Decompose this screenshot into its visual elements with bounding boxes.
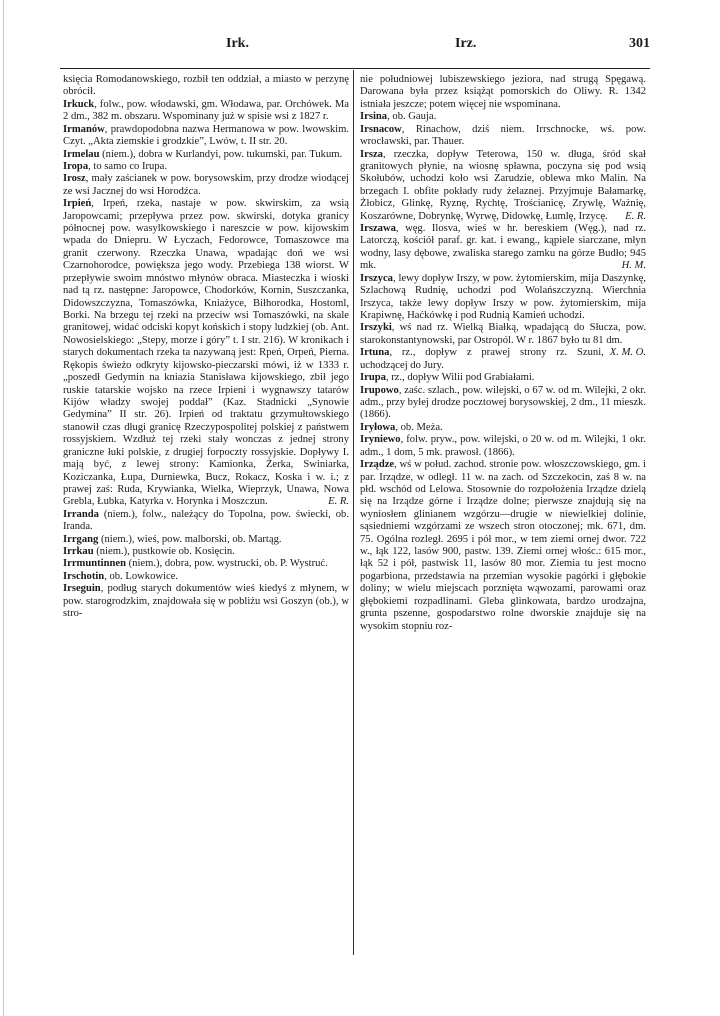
entry-headword: Irkuck [63, 98, 95, 110]
header-left-guide-word: Irk. [226, 36, 249, 51]
entry-text: , węg. Ilosva, wieś w hr. bereskiem (Węg.), nad rz. Latorczą, kościół paraf. gr. kat. i ewang., kąpiele siarczane, młyn wodny, lasy dębowe, zwaliska starego zamku na górze Budło; 945 mk. [360, 223, 646, 272]
entry-text: (niem.), dobra, pow. wystrucki, ob. P. Wystruć. [125, 558, 328, 570]
entry-text: , folw., pow. włodawski, gm. Włodawa, par. Orchówek. Ma 2 dm., 382 m. obszaru. Wspominany już w spisie wsi z 1827 r. [63, 98, 349, 123]
entry-author-signature: E. R. [625, 210, 646, 222]
entry-author-signature: H. M. [621, 260, 646, 272]
dictionary-entry [360, 372, 646, 384]
entry-text: , wś w połud. zachod. stronie pow. włoszczowskiego, gm. i par. Irządze, w odległ. 11 w. na zach. od Szczekocin, zaś 8 w. na płd. wschód od Lelowa. Stosownie do rozpołożenia Irządze dzielą się na Irządze górne i Irządze dolne; pierwsze znajdują się na wyniosłem glinianem wzgórzu—drugie w niewielkiej dolinie, sąsiedniemi wzgórzami ze wszech stron otoczonej; mk. 671, dm. 75. Ogólna rozległ. 2695 i pół mor., w tem ziemi ornej dwor. 722 w., łąk 122, lasów 900, pastw. 139. Ziemi ornej włośc.: 615 mor., łąk 52 i pół, pastwisk 11, lasów 80 mor. Ziemia tu jest mocno pogarbiona, przedstawia na przemian wysokie pagórki i głębokie doliny; w wielu miejscach porznięta wąwozami, parowami oraz głębokiemi rozpadlinami. Gleba glinkowata, bardzo urodzajna, grunta pszenne, gospodarstwo rolne dworskie znajduje się na wysokim stopniu roz- [360, 459, 646, 632]
entry-headword: Irszyki [360, 322, 392, 334]
dictionary-entry [360, 459, 646, 633]
entry-headword: Irupa [360, 372, 386, 384]
entry-text: , ob. Gauja. [387, 111, 437, 123]
entry-text: , rz., dopływ Wilii pod Grabiałami. [385, 372, 535, 384]
dictionary-entry [63, 571, 349, 583]
dictionary-entry [360, 385, 646, 422]
entry-author-signature: E. R. [328, 496, 349, 508]
entry-text: , prawdopodobna nazwa Hermanowa w pow. lwowskim. Czyt. „Akta ziemskie i grodzkie”, Lwów, t. II str. 20. [63, 123, 349, 148]
dictionary-entry [63, 74, 349, 99]
entry-text: , zaśc. szlach., pow. wilejski, o 67 w. od m. Wilejki, 2 okr. adm., przy byłej drodze pocztowej borysowskiej, 2 dm., 11 mieszk. (1866). [360, 384, 646, 421]
entry-headword: Irmelau [63, 148, 100, 160]
page-number: 301 [629, 36, 650, 51]
entry-text: , ob. Lowkowice. [104, 570, 179, 582]
entry-headword: Irmanów [63, 123, 105, 135]
entry-headword: Irsnacow [360, 123, 402, 135]
dictionary-entry [63, 198, 349, 509]
entry-headword: Irranda [63, 508, 99, 520]
entry-headword: Irtuna [360, 347, 390, 359]
dictionary-entry [63, 534, 349, 546]
header-rule [60, 68, 650, 69]
entry-text: (niem.), folw., należący do Topolna, pow. świecki, ob. Iranda. [63, 508, 349, 533]
left-column [63, 74, 349, 621]
dictionary-entry [360, 149, 646, 224]
entry-text: , rz., dopływ z prawej strony rz. Szuni, uchodzącej do Jury. [360, 347, 604, 371]
entry-headword: Iryłowa [360, 421, 396, 433]
entry-text: (niem.), pustkowie ob. Kosięcin. [93, 546, 235, 558]
entry-headword: Iropa [63, 160, 89, 172]
dictionary-entry [63, 99, 349, 124]
entry-text: , folw. pryw., pow. wilejski, o 20 w. od m. Wilejki, 1 okr. adm., 1 dom, 5 mk. prawosł. (1866). [360, 434, 646, 458]
dictionary-entry [63, 583, 349, 620]
running-header [60, 36, 650, 60]
entry-text: , Irpeń, rzeka, nastaje w pow. skwirskim, za wsią Jaropowcami; przepływa przez pow. skwirski, dotyka granicy północnej pow. wasylkowskiego i nareszcie w pow. kijowskim wpada do Dniepru. W Łyczach, Fedorowce, Tomaszowce ma granit czerwony. Rzeczka Unawa, wpadając doń we wsi Czarnohorodce, powiększa jego wody. Przebiega 138 wiorst. W przepływie swoim mnóstwo młynów obraca. Miasteczka i wioski nad tą rz. następne: Jaropowce, Chodorków, Kornin, Suszczanka, Didowszczyzna, Tomaszówka, Kniażyce, Biłhorodka, Hostoml, Borki. Na brzegu tej rzeki na przeciw wsi Tomaszówki, na skale granitowej, widać odciski kopyt końskich i stopy ludzkiej (ob. Ant. Nowosielskiego: „Stepy, morze i góry” t. I str. 216). W kronikach i starych dokumentach rzeka ta nazywaną jest: Rpeń, Orpeń, Pierna. Rękopis świeżo odkryty kijowsko-pieczarski mówi, iż w 1333 r. „poszedł Gedymin na kniazia Stanisława kijowskiego, zbił jego ruskie tatarskie wojsko na rzece Irpieni i wygnawszy tatarów Kijów władzy swojej poddał” (Kaz. Stadnicki „Synowie Gedymina” II str. 26). Irpień od traktatu grzymułtowskiego stanowił czas długi granicę Rzeczypospolitej polskiej z państwem rossyjskiem. Wzdłuż tej rzeki stały wonczas z jednej strony graniczne łuki polskie, z drugiej forpoczty rossyjskie. Dopływy I. mają być, z lewej strony: Kamionka, Żerka, Swiniarka, Koziczanka, Łupa, Durniewka, Bucz, Rokacz, Koska i w. i.; z prawej zaś: Ruda, Krywianka, Wielka, Wieprzyk, Unawa, Nowa Grebla, Łubka, Katyrka v. Horynka i Moszczun. [63, 198, 349, 508]
entry-headword: Irrkau [63, 546, 94, 558]
dictionary-entry [360, 223, 646, 273]
dictionary-entry [63, 546, 349, 558]
dictionary-entry [63, 173, 349, 198]
dictionary-entry [63, 558, 349, 570]
entry-text: , Rinachow, dziś niem. Irrschnocke, wś. pow. wrocławski, par. Thauer. [360, 123, 646, 148]
entry-headword: Irsina [360, 111, 388, 123]
entry-headword: Irsza [360, 148, 383, 160]
header-right-guide-word: Irz. [455, 36, 477, 51]
dictionary-entry [63, 124, 349, 149]
dictionary-entry [360, 434, 646, 459]
dictionary-entry [360, 422, 646, 434]
entry-text: , podług starych dokumentów wieś kiedyś z młynem, w pow. starogrodzkim, znajdowała się w pobliżu wsi Goszyn (ob.), w stro- [63, 583, 349, 620]
entry-headword: Irupowo [360, 384, 399, 396]
entry-headword: Irpień [63, 198, 92, 210]
entry-headword: Irschotin [63, 570, 105, 582]
entry-headword: Iryniewo [360, 434, 401, 446]
entry-headword: Irseguin [63, 583, 101, 595]
entry-text: , mały zaścianek w pow. borysowskim, przy drodze wiodącej ze wsi Jacznej do wsi Horodźca. [63, 173, 349, 197]
dictionary-entry [360, 273, 646, 323]
entry-headword: Irrmuntinnen [63, 558, 126, 570]
entry-headword: Irszawa [360, 223, 396, 235]
entry-text: , ob. Meża. [395, 421, 443, 433]
dictionary-entry [63, 149, 349, 161]
entry-text: nie południowej lubiszewskiego jeziora, nad strugą Spęgawą. Darowana była przez książąt pomorskich do Oliwy. R. 1342 istniała jeszcze; potem więcej nie wspominana. [360, 74, 646, 110]
entry-text: , wś nad rz. Wielką Białką, wpadającą do Słucza, pow. starokonstantynowski, par Ostropól. W r. 1867 było tu 81 dm. [360, 322, 646, 346]
right-column [360, 74, 646, 633]
dictionary-entry [63, 509, 349, 534]
entry-text: (niem.), wieś, pow. malborski, ob. Martąg. [98, 533, 282, 545]
dictionary-entry [360, 74, 646, 111]
entry-text: , to samo co Irupa. [88, 160, 167, 172]
entry-author-signature: X. M. O. [609, 347, 646, 359]
dictionary-entry [360, 124, 646, 149]
entry-headword: Irządze [360, 459, 395, 471]
entry-headword: Irrgang [63, 533, 99, 545]
column-divider [353, 70, 354, 955]
dictionary-entry [63, 161, 349, 173]
entry-text: księcia Romodanowskiego, rozbił ten oddział, a miasto w perzynę obrócił. [63, 74, 349, 98]
entry-headword: Irszyca [360, 272, 393, 284]
dictionary-entry [360, 347, 646, 372]
entry-text: , lewy dopływ Irszy, w pow. żytomierskim, mija Daszynkę, Szlachową Rudnię, uchodzi pod Wolańszczyzną. Wierchnia Irszyca, także lewy dopływ Irszy w pow. żytomierskim, mija Krapiwnę, Haćkówkę i pod Rudnią Kamień uchodzi. [360, 272, 646, 322]
entry-text: (niem.), dobra w Kurlandyi, pow. tukumski, par. Tukum. [99, 148, 343, 160]
entry-text: , rzeczka, dopływ Teterowa, 150 w. długa, śród skał granitowych płynie, na wiosnę spławna, poczyna się pod wsią Skołubów, uchodzi koło wsi Zarudzie, oblewa mko Malin. Na brzegach I. obfite pokłady rudy żelaznej. Przyjmuje Bałamarkę, Żłobicz, Glinkę, Ryznę, Rychtę, Trościanicę, Zrywlę, Ważnię, Koszarówne, Dobrynkę, Wyrwę, Didowkę, Łumlę, Irzycę. [360, 148, 646, 222]
dictionary-entry [360, 111, 646, 123]
entry-headword: Irosz [63, 173, 86, 185]
page-left-edge [3, 0, 4, 1016]
